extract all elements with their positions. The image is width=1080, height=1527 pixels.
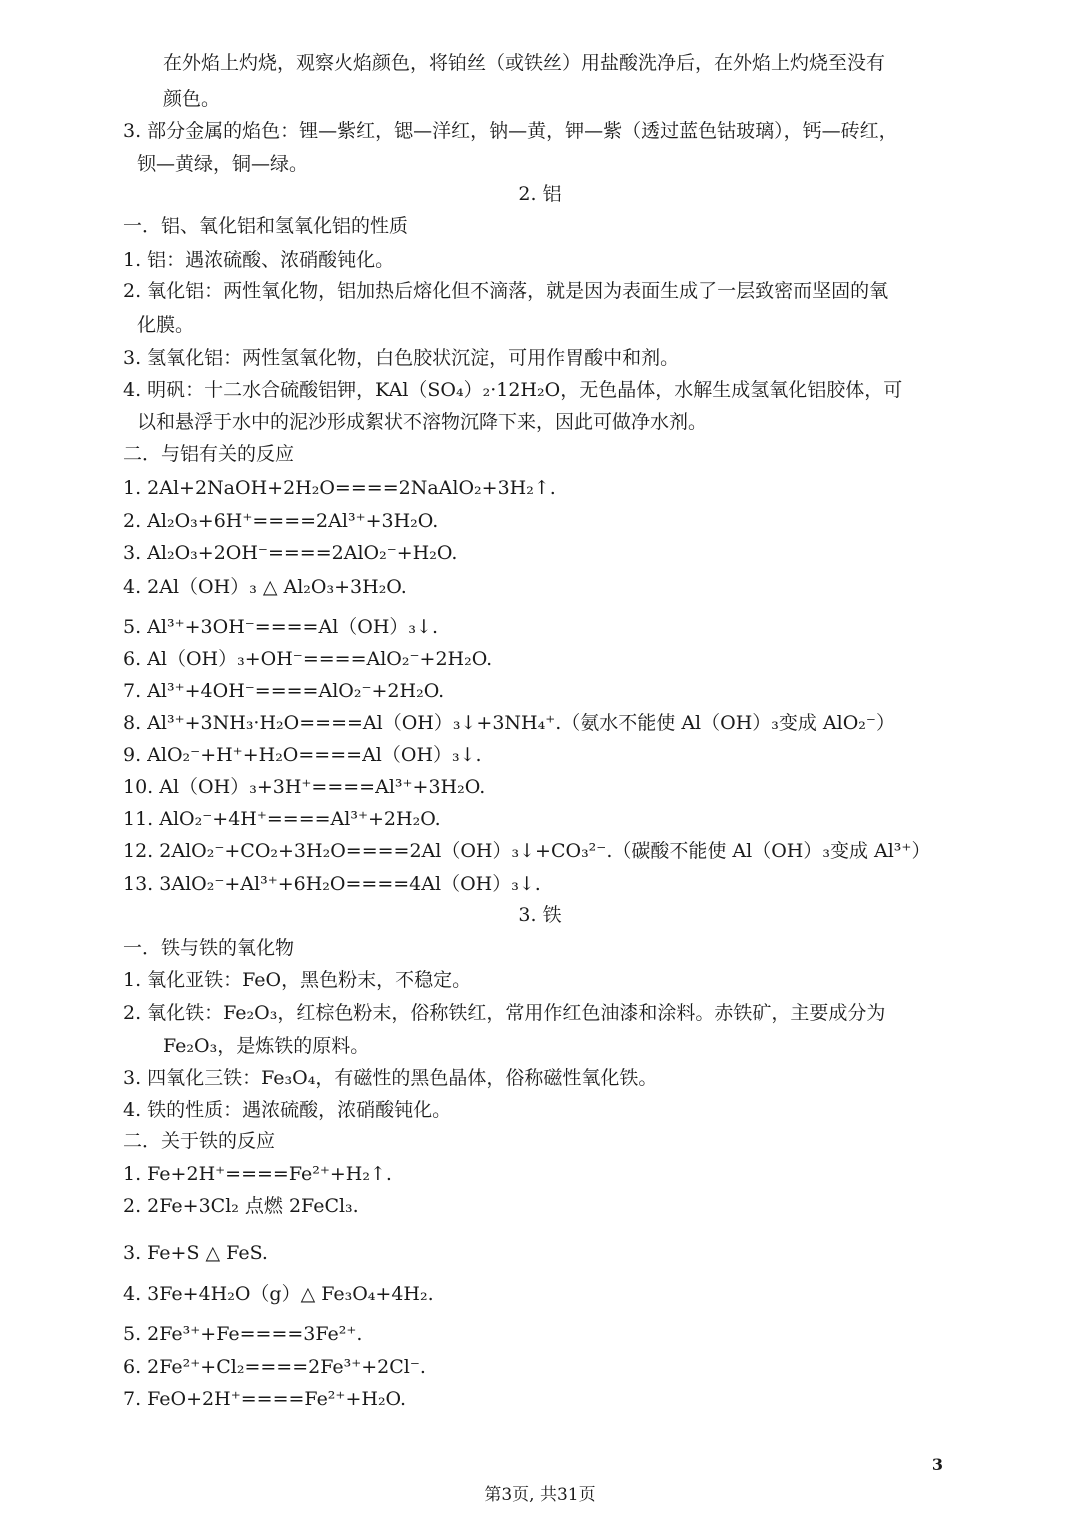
equation-line: 7. Al³⁺+4OH⁻====AlO₂⁻+2H₂O. [123,680,445,702]
text-line: 在外焰上灼烧，观察火焰颜色，将铂丝（或铁丝）用盐酸洗净后，在外焰上灼烧至没有 [163,52,886,74]
text-line: 1. 氧化亚铁：FeO，黑色粉末，不稳定。 [123,969,472,991]
text-line: 钡—黄绿，铜—绿。 [137,153,309,175]
text-line: Fe₂O₃，是炼铁的原料。 [163,1035,370,1057]
equation-line: 13. 3AlO₂⁻+Al³⁺+6H₂O====4Al（OH）₃↓. [123,873,541,895]
subsection-heading: 二．与铝有关的反应 [123,443,295,465]
equation-line: 3. Fe+S △ FeS. [123,1242,268,1264]
equation-line: 6. 2Fe²⁺+Cl₂====2Fe³⁺+2Cl⁻. [123,1356,426,1378]
equation-line: 9. AlO₂⁻+H⁺+H₂O====Al（OH）₃↓. [123,744,482,766]
text-line: 1. 铝：遇浓硫酸、浓硝酸钝化。 [123,249,395,271]
equation-line: 7. FeO+2H⁺====Fe²⁺+H₂O. [123,1388,407,1410]
equation-line: 2. Al₂O₃+6H⁺====2Al³⁺+3H₂O. [123,510,439,532]
section-heading: 3. 铁 [518,904,562,926]
equation-line: 3. Al₂O₃+2OH⁻====2AlO₂⁻+H₂O. [123,542,458,564]
equation-line: 6. Al（OH）₃+OH⁻====AlO₂⁻+2H₂O. [123,648,493,670]
text-line: 3. 氢氧化铝：两性氢氧化物，白色胶状沉淀，可用作胃酸中和剂。 [123,347,680,369]
equation-line: 4. 3Fe+4H₂O（g）△ Fe₃O₄+4H₂. [123,1283,434,1305]
text-line: 3. 四氧化三铁：Fe₃O₄，有磁性的黑色晶体，俗称磁性氧化铁。 [123,1067,658,1089]
page-number: 3 [931,1455,943,1474]
subsection-heading: 一．铁与铁的氧化物 [123,937,295,959]
subsection-heading: 二．关于铁的反应 [123,1130,276,1152]
equation-line: 4. 2Al（OH）₃ △ Al₂O₃+3H₂O. [123,576,407,598]
text-line: 化膜。 [137,314,195,336]
equation-line: 1. Fe+2H⁺====Fe²⁺+H₂↑. [123,1163,392,1185]
text-line: 4. 铁的性质：遇浓硫酸，浓硝酸钝化。 [123,1099,452,1121]
text-line: 4. 明矾：十二水合硫酸铝钾，KAl（SO₄）₂·12H₂O，无色晶体，水解生成氢氧化铝胶体，可 [123,379,903,401]
text-line: 3. 部分金属的焰色：锂—紫红，锶—洋红，钠—黄，钾—紫（透过蓝色钴玻璃），钙—砖红， [123,120,898,142]
equation-line: 12. 2AlO₂⁻+CO₂+3H₂O====2Al（OH）₃↓+CO₃²⁻.（碳酸不能使 Al（OH）₃变成 Al³⁺） [123,840,931,862]
text-line: 颜色。 [163,88,221,110]
page-footer: 第3页, 共31页 [484,1485,596,1505]
text-line: 2. 氧化铁：Fe₂O₃，红棕色粉末，俗称铁红，常用作红色油漆和涂料。赤铁矿，主要成分为 [123,1002,886,1024]
equation-line: 5. Al³⁺+3OH⁻====Al（OH）₃↓. [123,616,438,638]
text-line: 以和悬浮于水中的泥沙形成絮状不溶物沉降下来，因此可做净水剂。 [137,411,708,433]
equation-line: 2. 2Fe+3Cl₂ 点燃 2FeCl₃. [123,1195,359,1217]
equation-line: 8. Al³⁺+3NH₃·H₂O====Al（OH）₃↓+3NH₄⁺.（氨水不能使 Al（OH）₃变成 AlO₂⁻） [123,712,895,734]
text-line: 2. 氧化铝：两性氧化物，铝加热后熔化但不滴落，就是因为表面生成了一层致密而坚固的氧 [123,280,889,302]
equation-line: 1. 2Al+2NaOH+2H₂O====2NaAlO₂+3H₂↑. [123,477,556,499]
equation-line: 10. Al（OH）₃+3H⁺====Al³⁺+3H₂O. [123,776,486,798]
equation-line: 11. AlO₂⁻+4H⁺====Al³⁺+2H₂O. [123,808,441,830]
section-heading: 2. 铝 [518,183,562,205]
subsection-heading: 一．铝、氧化铝和氢氧化铝的性质 [123,215,409,237]
equation-line: 5. 2Fe³⁺+Fe====3Fe²⁺. [123,1323,363,1345]
